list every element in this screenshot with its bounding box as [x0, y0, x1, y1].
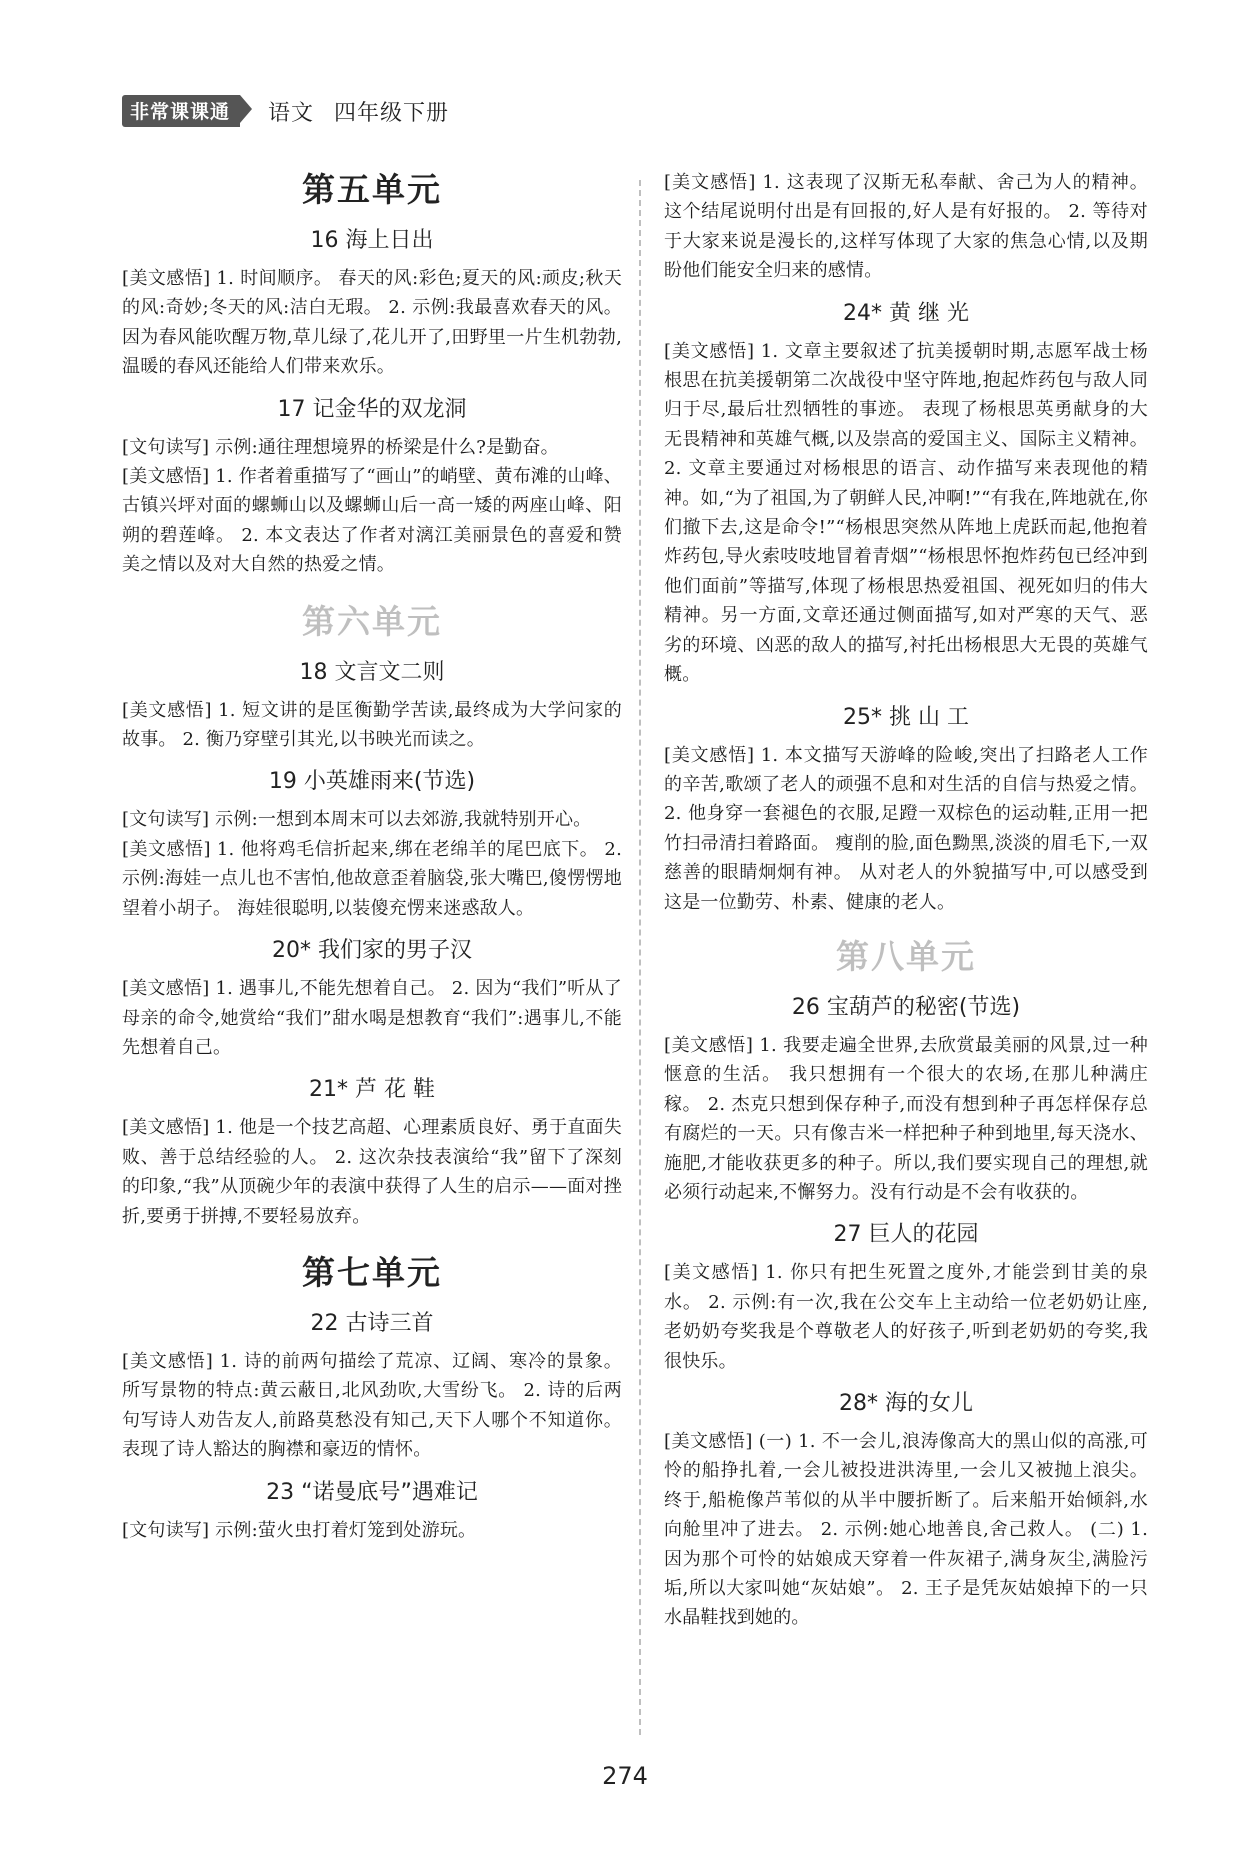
answer-paragraph: [美文感悟] 1. 短文讲的是匡衡勤学苦读,最终成为大学问家的故事。 2. 衡乃穿壁引其光,以书映光而读之。 [122, 699, 622, 751]
answer-paragraph: [美文感悟] 1. 遇事儿,不能先想着自己。 2. 因为“我们”听从了母亲的命令,她赏给“我们”甜水喝是想教育“我们”:遇事儿,不能先想着自己。 [122, 978, 622, 1058]
answer-paragraph: [美文感悟] 1. 本文描写天游峰的险峻,突出了扫路老人工作的辛苦,歌颂了老人的顽强不息和对生活的自信与热爱之情。 2. 他身穿一套褪色的衣服,足蹬一双棕色的运动鞋,正用一把竹扫帚清扫着路面。 瘦削的脸,面色黝黑,淡淡的眉毛下,一双慈善的眼睛炯炯有神。 从对老人的外貌描写中,可以感受到这是一位勤劳、朴素、健康的老人。 [664, 744, 1148, 913]
lesson-title: 25* 挑 山 工 [843, 704, 969, 730]
lesson-title: 19 小英雄雨来(节选) [268, 769, 476, 795]
answer-paragraph: [文句读写] 示例:萤火虫打着灯笼到处游玩。 [122, 1519, 477, 1541]
lesson-title: 27 巨人的花园 [833, 1222, 979, 1248]
answer-paragraph: [文句读写] 示例:一想到本周末可以去郊游,我就特别开心。 [122, 809, 592, 831]
answer-paragraph: [文句读写] 示例:通往理想境界的桥梁是什么?是勤奋。 [122, 436, 559, 458]
column-divider [639, 180, 641, 1735]
answer-paragraph: [美文感悟] 1. 他是一个技艺高超、心理素质良好、勇于直面失败、善于总结经验的人。 2. 这次杂技表演给“我”留下了深刻的印象,“我”从顶碗少年的表演中获得了人生的启示——面对挫折,要勇于拼搏,不要轻易放弃。 [122, 1117, 622, 1227]
answer-paragraph: [美文感悟] 1. 我要走遍全世界,去欣赏最美丽的风景,过一种惬意的生活。 我只想拥有一个很大的农场,在那儿种满庄稼。 2. 杰克只想到保存种子,而没有想到种子再怎样保存总有腐烂的一天。只有像吉米一样把种子种到地里,每天浇水、施肥,才能收获更多的种子。所以,我们要实现自己的理想,就必须行动起来,不懈努力。没有行动是不会有收获的。 [664, 1034, 1148, 1203]
right-column [664, 168, 1148, 1633]
header-subject: 语文 [268, 100, 315, 126]
lesson-title: 23 “诺曼底号”遇难记 [266, 1479, 478, 1505]
series-brand: 非常课课通 [122, 95, 240, 127]
answer-paragraph: [美文感悟] 1. 你只有把生死置之度外,才能尝到甘美的泉水。 2. 示例:有一次,我在公交车上主动给一位老奶奶让座,老奶奶夸奖我是个尊敬老人的好孩子,听到老奶奶的夸奖,我很快乐。 [664, 1262, 1148, 1372]
left-column [122, 160, 622, 1545]
lesson-title: 21* 芦 花 鞋 [309, 1077, 435, 1103]
answer-paragraph: [美文感悟] 1. 这表现了汉斯无私奉献、舍己为人的精神。 这个结尾说明付出是有回报的,好人是有好报的。 2. 等待对于大家来说是漫长的,这样写体现了大家的焦急心情,以及期盼他们能安全归来的感情。 [664, 172, 1148, 282]
lesson-title: 26 宝葫芦的秘密(节选) [791, 994, 1021, 1020]
header-grade: 四年级下册 [334, 100, 450, 126]
lesson-title: 16 海上日出 [310, 228, 434, 253]
page-number: 274 [602, 1762, 648, 1790]
lesson-title: 20* 我们家的男子汉 [272, 938, 472, 964]
lesson-title: 22 古诗三首 [310, 1310, 434, 1336]
lesson-title: 28* 海的女儿 [839, 1391, 973, 1416]
answer-paragraph: [美文感悟] 1. 作者着重描写了“画山”的峭壁、黄布滩的山峰、古镇兴坪对面的螺蛳山以及螺蛳山后一高一矮的两座山峰、阳朔的碧莲峰。 2. 本文表达了作者对漓江美丽景色的喜爱和赞美之情以及对大自然的热爱之情。 [122, 466, 622, 576]
answer-paragraph: [美文感悟] 1. 诗的前两句描绘了荒凉、辽阔、寒冷的景象。 所写景物的特点:黄云蔽日,北风劲吹,大雪纷飞。 2. 诗的后两句写诗人劝告友人,前路莫愁没有知己,天下人哪个不知道你。 表现了诗人豁达的胸襟和豪迈的情怀。 [122, 1350, 622, 1461]
unit-heading: 第七单元 [302, 1252, 442, 1292]
lesson-title: 17 记金华的双龙洞 [277, 396, 467, 422]
unit-heading: 第八单元 [836, 936, 976, 976]
unit-heading: 第五单元 [302, 170, 442, 209]
lesson-title: 18 文言文二则 [299, 659, 445, 685]
answer-paragraph: [美文感悟] 1. 文章主要叙述了抗美援朝时期,志愿军战士杨根思在抗美援朝第二次战役中坚守阵地,抱起炸药包与敌人同归于尽,最后壮烈牺牲的事迹。 表现了杨根思英勇献身的大无畏精神和英雄气概,以及崇高的爱国主义、国际主义精神。 2. 文章主要通过对杨根思的语言、动作描写来表现他的精神。如,“为了祖国,为了朝鲜人民,冲啊!”“有我在,阵地就在,你们撤下去,这是命令!”“杨根思突然从阵地上虎跃而起,他抱着炸药包,导火索吱吱地冒着青烟”“杨根思怀抱炸药包已经冲到他们面前”等描写,体现了杨根思热爱祖国、视死如归的伟大精神。另一方面,文章还通过侧面描写,如对严寒的天气、恶劣的环境、凶恶的敌人的描写,衬托出杨根思大无畏的英雄气概。 [664, 340, 1148, 686]
unit-heading: 第六单元 [302, 601, 442, 641]
answer-paragraph: [美文感悟] 1. 时间顺序。 春天的风:彩色;夏天的风:顽皮;秋天的风:奇妙;冬天的风:洁白无瑕。 2. 示例:我最喜欢春天的风。 因为春风能吹醒万物,草儿绿了,花儿开了,田野里一片生机勃勃,温暖的春风还能给人们带来欢乐。 [122, 268, 622, 378]
running-header [122, 95, 449, 127]
answer-paragraph: [美文感悟] 1. 他将鸡毛信折起来,绑在老绵羊的尾巴底下。 2. 示例:海娃一点儿也不害怕,他故意歪着脑袋,张大嘴巴,傻愣愣地望着小胡子。 海娃很聪明,以装傻充愣来迷惑敌人。 [122, 838, 622, 919]
lesson-title: 24* 黄 继 光 [843, 300, 969, 326]
answer-paragraph: [美文感悟] (一) 1. 不一会儿,浪涛像高大的黑山似的高涨,可怜的船挣扎着,一会儿被投进洪涛里,一会儿又被抛上浪尖。 终于,船桅像芦苇似的从半中腰折断了。后来船开始倾斜,水向舱里冲了进去。 2. 示例:她心地善良,舍己救人。 (二) 1. 因为那个可怜的姑娘成天穿着一件灰裙子,满身灰尘,满脸污垢,所以大家叫她“灰姑娘”。 2. 王子是凭灰姑娘掉下的一只水晶鞋找到她的。 [664, 1431, 1148, 1629]
